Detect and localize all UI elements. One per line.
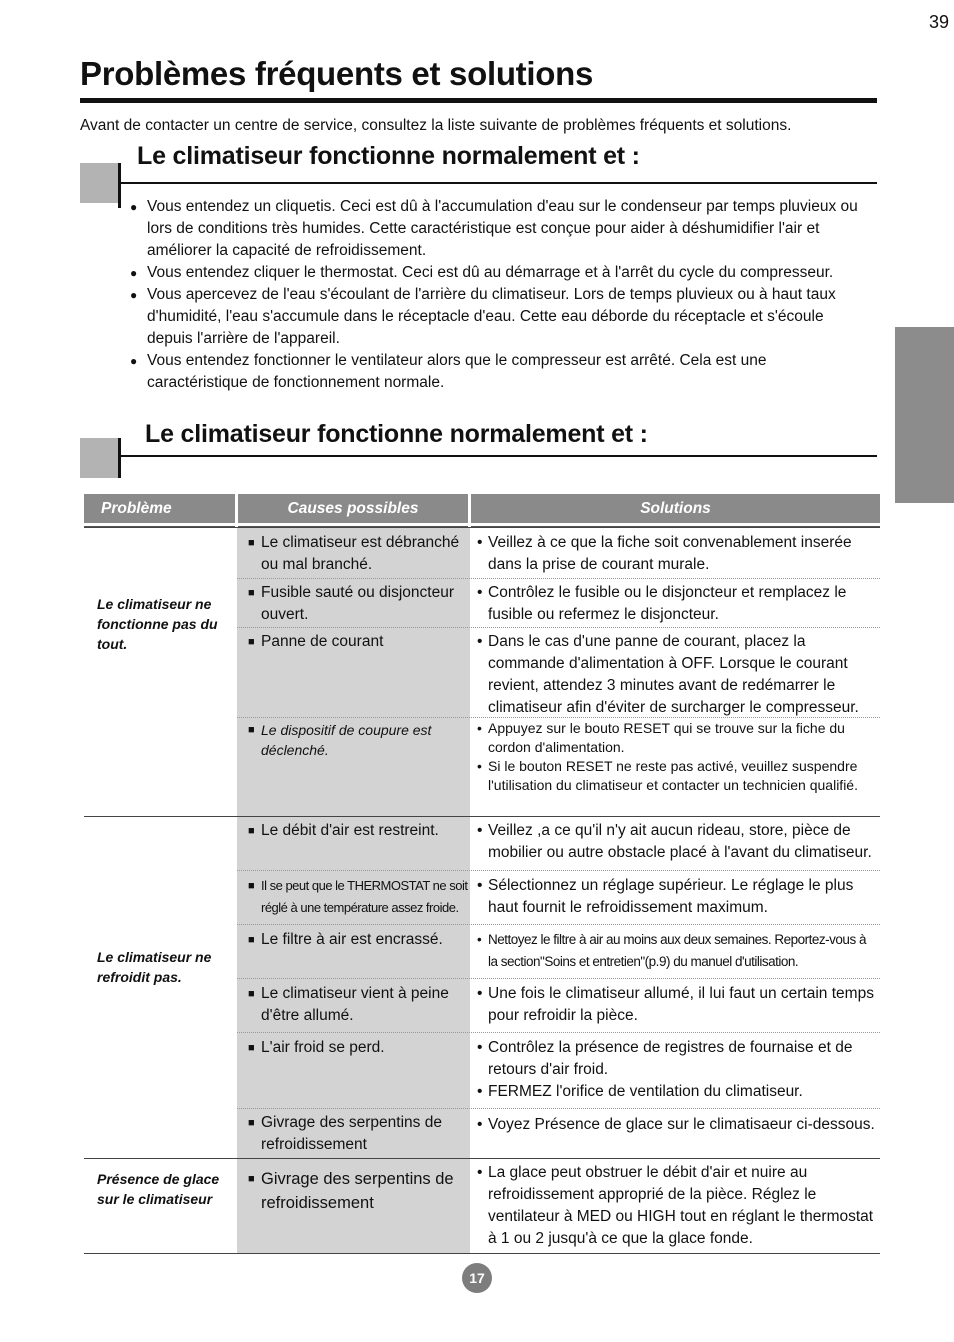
section-heading: Le climatiseur fonctionne normalement et :	[137, 142, 640, 170]
square-bullet-icon: ■	[248, 636, 255, 648]
solution-text: • FERMEZ l'orifice de ventilation du climatiseur.	[477, 1081, 877, 1103]
table-row	[237, 627, 880, 717]
square-bullet-icon: ■	[248, 587, 255, 599]
solution-text: • Une fois le climatiseur allumé, il lui faut un certain temps pour refroidir la pièce.	[477, 983, 877, 1027]
cause-text: Le climatiseur est débranché ou mal branché.	[261, 534, 460, 573]
cause-text: Le climatiseur vient à peine d'être allumé.	[261, 985, 449, 1024]
troubleshooting-table	[84, 494, 880, 1247]
solution-text: • Si le bouton RESET ne reste pas activé, veuillez suspendre l'utilisation du climatiseur et contacter un technicien qualifié.	[477, 757, 877, 795]
solution-text: • Appuyez sur le bouto RESET qui se trouve sur la fiche du cordon d'alimentation.	[477, 719, 877, 757]
table-row	[237, 528, 880, 577]
solution-text: • Contrôlez la présence de registres de fournaise et de retours d'air froid.	[477, 1037, 877, 1081]
solution-cell	[477, 532, 877, 576]
header-probleme: Problème	[84, 494, 235, 523]
section-rule	[118, 182, 877, 184]
cause-text: Fusible sauté ou disjoncteur ouvert.	[261, 584, 455, 623]
cause-cell	[248, 631, 468, 653]
table-bottom-rule	[84, 1253, 880, 1254]
table-row	[237, 1108, 880, 1159]
solution-text: • Dans le cas d'une panne de courant, placez la commande d'alimentation à OFF. Lorsque le courant revient, attendez 3 minutes avant de redémarrer le climatiseur afin d'éviter de surcharger le compresseur.	[477, 631, 877, 719]
table-row	[237, 1032, 880, 1108]
solution-cell	[477, 631, 877, 719]
solution-cell	[477, 1114, 877, 1136]
table-row	[237, 578, 880, 627]
section-marker-box	[80, 163, 118, 203]
section-marker-box	[80, 438, 118, 478]
cause-text: Le débit d'air est restreint.	[261, 822, 439, 839]
solution-cell	[477, 1037, 877, 1103]
square-bullet-icon: ■	[248, 1117, 255, 1129]
problem-label: Le climatiseur ne fonctionne pas du tout.	[97, 596, 218, 652]
problem-label: Le climatiseur ne refroidit pas.	[97, 949, 212, 985]
section-rule	[118, 455, 877, 457]
section-heading: Le climatiseur fonctionne normalement et :	[145, 420, 648, 448]
intro-text: Avant de contacter un centre de service, consultez la liste suivante de problèmes fréquents et solutions.	[80, 117, 792, 134]
title-rule	[80, 98, 877, 103]
square-bullet-icon: ■	[248, 988, 255, 1000]
solution-cell	[477, 1162, 877, 1250]
square-bullet-icon: ■	[248, 880, 255, 892]
square-bullet-icon: ■	[248, 537, 255, 549]
square-bullet-icon: ■	[248, 825, 255, 837]
cause-text: Le filtre à air est encrassé.	[261, 931, 443, 948]
cause-cell	[248, 875, 468, 919]
section-marker-line	[118, 163, 121, 208]
bullet-item: ● Vous entendez un cliquetis. Ceci est dû à l'accumulation d'eau sur le condenseur par temps pluvieux ou lors de conditions très humides. Cette caractéristique est conçue pour aider à déshumidifier l'air et améliorer la capacité de refroidissement.	[130, 196, 870, 262]
square-bullet-icon: ■	[248, 1173, 255, 1185]
cause-text: Givrage des serpentins de refroidissement	[261, 1114, 442, 1153]
header-causes: Causes possibles	[238, 494, 468, 523]
problem-group	[84, 1158, 880, 1254]
cause-cell	[248, 983, 468, 1027]
side-tab-marker	[895, 327, 954, 503]
bullet-item: ● Vous apercevez de l'eau s'écoulant de l'arrière du climatiseur. Lors de temps pluvieux ou à haut taux d'humidité, l'eau s'accumule dans le réceptacle d'eau. Cette eau déborde du réceptacle et s'écoule depuis l'arrière de l'appareil.	[130, 284, 870, 350]
solution-text: • Sélectionnez un réglage supérieur. Le réglage le plus haut fournit le refroidissement maximum.	[477, 875, 877, 919]
cause-cell	[248, 1112, 468, 1156]
table-row	[237, 1159, 880, 1254]
solution-text: • La glace peut obstruer le débit d'air et nuire au refroidissement approprié de la pièce. Réglez le ventilateur à MED ou HIGH tout en réglant le thermostat à 1 ou 2 jusqu'à ce que la glace fonde.	[477, 1162, 877, 1250]
header-solutions: Solutions	[471, 494, 880, 523]
cause-cell	[248, 582, 468, 626]
table-row	[237, 717, 880, 817]
page-title: Problèmes fréquents et solutions	[80, 55, 594, 92]
table-header	[84, 494, 880, 523]
section-marker-line	[118, 438, 121, 478]
square-bullet-icon: ■	[248, 1042, 255, 1054]
problem-group	[84, 527, 880, 816]
square-bullet-icon: ■	[248, 934, 255, 946]
table-row	[237, 924, 880, 978]
cause-text: L'air froid se perd.	[261, 1039, 385, 1056]
solution-cell	[477, 719, 877, 795]
cause-text: Il se peut que le THERMOSTAT ne soit réglé à une température assez froide.	[261, 878, 468, 915]
bullet-item: ● Vous entendez fonctionner le ventilateur alors que le compresseur est arrêté. Cela est une caractéristique de fonctionnement normale.	[130, 350, 870, 394]
table-row	[237, 870, 880, 924]
table-row	[237, 817, 880, 869]
cause-cell	[248, 720, 468, 760]
cause-cell	[248, 820, 468, 842]
table-row	[237, 978, 880, 1032]
bullet-list	[130, 196, 870, 394]
bullet-item: ● Vous entendez cliquer le thermostat. Ceci est dû au démarrage et à l'arrêt du cycle du compresseur.	[130, 262, 870, 284]
solution-cell	[477, 582, 877, 626]
solution-cell	[477, 929, 877, 973]
cause-text: Givrage des serpentins de refroidissement	[261, 1170, 454, 1212]
solution-text: • Voyez Présence de glace sur le climatisaeur ci-dessous.	[477, 1114, 877, 1136]
page-number: 39	[928, 12, 949, 32]
cause-cell	[248, 1167, 468, 1215]
solution-cell	[477, 875, 877, 919]
footer-page-badge: 17	[462, 1263, 492, 1293]
cause-text: Le dispositif de coupure est déclenché.	[261, 722, 432, 758]
cause-cell	[248, 532, 468, 576]
solution-text: • Nettoyez le filtre à air au moins aux deux semaines. Reportez-vous à la section"Soins et entretien"(p.9) du manuel d'utilisation.	[477, 929, 877, 973]
solution-cell	[477, 820, 877, 864]
problem-label: Présence de glace sur le climatiseur	[97, 1171, 220, 1207]
solution-text: • Veillez ,a ce qu'il n'y ait aucun rideau, store, pièce de mobilier ou autre obstacle placé à l'avant du climatiseur.	[477, 820, 877, 864]
cause-text: Panne de courant	[261, 633, 384, 650]
cause-cell	[248, 929, 468, 951]
solution-text: • Veillez à ce que la fiche soit convenablement inserée dans la prise de courant murale.	[477, 532, 877, 576]
cause-cell	[248, 1037, 468, 1059]
solution-text: • Contrôlez le fusible ou le disjoncteur et remplacez le fusible ou refermez le disjoncteur.	[477, 582, 877, 626]
problem-group	[84, 816, 880, 1158]
solution-cell	[477, 983, 877, 1027]
square-bullet-icon: ■	[248, 724, 255, 736]
